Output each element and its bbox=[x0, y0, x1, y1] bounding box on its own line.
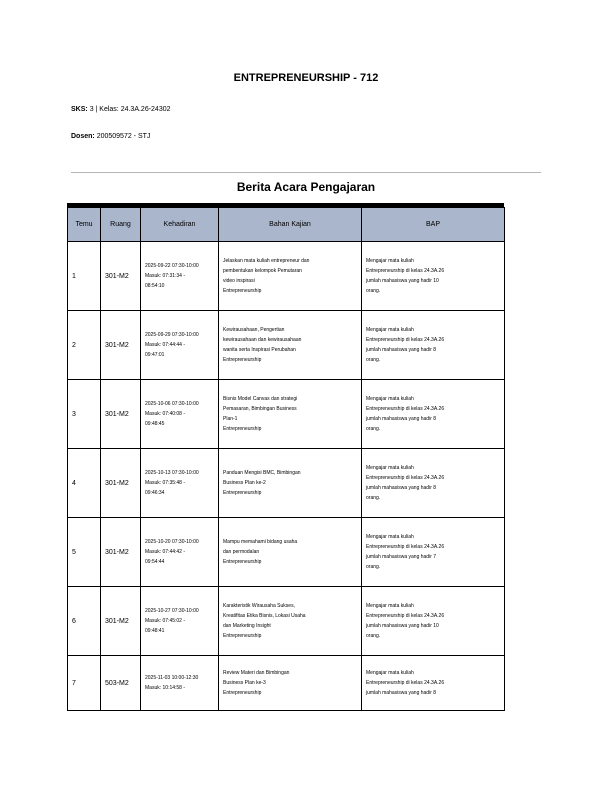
kehadiran-cell bbox=[141, 518, 219, 587]
sks-line bbox=[71, 106, 171, 113]
kehadiran-cell-line: Masuk: 07:44:44 - bbox=[145, 342, 186, 348]
bahan-kajian-cell-line: Plan-1 bbox=[223, 416, 238, 422]
bap-cell-line: Entrepreneurship di kelas 24.3A.26 bbox=[366, 406, 445, 412]
bap-cell-line: orang. bbox=[366, 633, 381, 639]
bahan-kajian-cell-line: Review Materi dan Bimbingan bbox=[223, 670, 290, 676]
table-row bbox=[68, 311, 505, 380]
temu-cell: 5 bbox=[68, 518, 101, 587]
table-row bbox=[68, 380, 505, 449]
bahan-kajian-cell bbox=[219, 242, 362, 311]
kehadiran-cell-line: 09:46:34 bbox=[145, 490, 165, 496]
dosen-label: Dosen: bbox=[71, 133, 95, 140]
kehadiran-cell-line: 08:54:10 bbox=[145, 283, 165, 289]
kehadiran-cell-line: 09:54:44 bbox=[145, 559, 165, 565]
temu-cell: 3 bbox=[68, 380, 101, 449]
teaching-log-table bbox=[67, 207, 505, 711]
bahan-kajian-cell-line: Kewirausahaan, Pengertian bbox=[223, 327, 285, 333]
bahan-kajian-cell-line: Panduan Mengisi BMC, Bimbingan bbox=[223, 470, 301, 476]
bap-cell bbox=[362, 656, 505, 711]
table-header-row bbox=[68, 208, 505, 242]
bahan-kajian-cell-line: wanita serta Inspirasi Perubahan bbox=[223, 347, 296, 353]
bap-cell-line: orang. bbox=[366, 357, 381, 363]
kehadiran-cell bbox=[141, 380, 219, 449]
kehadiran-cell-line: 09:47:01 bbox=[145, 352, 165, 358]
bap-cell-line: Entrepreneurship di kelas 24.3A.26 bbox=[366, 613, 445, 619]
bahan-kajian-cell-line: Entrepreneurship bbox=[223, 490, 262, 496]
dosen-value: 200509572 - STJ bbox=[96, 133, 151, 140]
bahan-kajian-cell-line: dan permodalan bbox=[223, 549, 260, 555]
bap-cell-line: orang. bbox=[366, 495, 381, 501]
ruang-cell: 301-M2 bbox=[101, 587, 141, 656]
table-row bbox=[68, 656, 505, 711]
bap-cell-line: orang. bbox=[366, 288, 381, 294]
bap-cell-line: Entrepreneurship di kelas 24.3A.26 bbox=[366, 268, 445, 274]
bap-cell-line: Mengajar mata kuliah bbox=[366, 603, 414, 609]
bap-cell-line: Mengajar mata kuliah bbox=[366, 396, 414, 402]
bahan-kajian-cell-line: Entrepreneurship bbox=[223, 357, 262, 363]
column-header-temu: Temu bbox=[68, 208, 101, 242]
bap-cell-line: jumlah mahasiswa yang hadir 8 bbox=[366, 690, 437, 696]
bahan-kajian-cell-line: Kreatifitas Etika Bisnis, Lokasi Usaha bbox=[223, 613, 306, 619]
temu-cell: 1 bbox=[68, 242, 101, 311]
divider bbox=[71, 172, 541, 173]
section-title: Berita Acara Pengajaran bbox=[236, 180, 376, 194]
bahan-kajian-cell bbox=[219, 380, 362, 449]
bap-cell-line: jumlah mahasiswa yang hadir 10 bbox=[366, 278, 439, 284]
sks-label: SKS: bbox=[71, 106, 88, 113]
kehadiran-cell bbox=[141, 242, 219, 311]
kehadiran-cell-line: Masuk: 07:31:34 - bbox=[145, 273, 186, 279]
table-row bbox=[68, 449, 505, 518]
bap-cell bbox=[362, 242, 505, 311]
bahan-kajian-cell-line: Entrepreneurship bbox=[223, 426, 262, 432]
bahan-kajian-cell bbox=[219, 518, 362, 587]
dosen-line bbox=[71, 133, 150, 140]
bap-cell-line: Mengajar mata kuliah bbox=[366, 670, 414, 676]
bahan-kajian-cell-line: pembentukan kelompok Pemutaran bbox=[223, 268, 302, 274]
bap-cell-line: jumlah mahasiswa yang hadir 10 bbox=[366, 623, 439, 629]
ruang-cell: 301-M2 bbox=[101, 380, 141, 449]
kehadiran-cell-line: Masuk: 07:45:02 - bbox=[145, 618, 186, 624]
kehadiran-cell-line: Masuk: 07:35:48 - bbox=[145, 480, 186, 486]
kehadiran-cell-line: Masuk: 07:44:42 - bbox=[145, 549, 186, 555]
temu-cell: 4 bbox=[68, 449, 101, 518]
table-row bbox=[68, 518, 505, 587]
kehadiran-cell-line: 2025-10-13 07:30-10:00 bbox=[145, 470, 199, 476]
table-row bbox=[68, 587, 505, 656]
bap-cell bbox=[362, 380, 505, 449]
kehadiran-cell-line: 2025-11-03 10:00-12:30 bbox=[145, 675, 199, 681]
column-header-bahan-kajian: Bahan Kajian bbox=[219, 208, 362, 242]
bap-cell bbox=[362, 449, 505, 518]
column-header-ruang: Ruang bbox=[101, 208, 141, 242]
bap-cell-line: Mengajar mata kuliah bbox=[366, 465, 414, 471]
bap-cell bbox=[362, 311, 505, 380]
column-header-bap: BAP bbox=[362, 208, 505, 242]
kehadiran-cell bbox=[141, 656, 219, 711]
ruang-cell: 301-M2 bbox=[101, 518, 141, 587]
bahan-kajian-cell-line: Mampu memahami bidang usaha bbox=[223, 539, 298, 545]
temu-cell: 6 bbox=[68, 587, 101, 656]
bahan-kajian-cell-line: kewirausahaan dan kewirausahaan bbox=[223, 337, 302, 343]
bahan-kajian-cell-line: Entrepreneurship bbox=[223, 690, 262, 696]
sks-value: 3 | Kelas: 24.3A.26-24302 bbox=[89, 106, 171, 113]
kehadiran-cell-line: 2025-10-27 07:30-10:00 bbox=[145, 608, 199, 614]
bahan-kajian-cell bbox=[219, 449, 362, 518]
column-header-kehadiran: Kehadiran bbox=[141, 208, 219, 242]
bahan-kajian-cell-line: Entrepreneurship bbox=[223, 288, 262, 294]
document-title: ENTREPRENEURSHIP - 712 bbox=[233, 72, 379, 84]
table-row bbox=[68, 242, 505, 311]
table-container bbox=[67, 203, 504, 711]
ruang-cell: 301-M2 bbox=[101, 242, 141, 311]
bahan-kajian-cell-line: Jelaskan mata kuliah entrepreneur dan bbox=[223, 258, 310, 264]
bap-cell bbox=[362, 587, 505, 656]
kehadiran-cell-line: Masuk: 07:40:08 - bbox=[145, 411, 186, 417]
kehadiran-cell-line: 2025-09-22 07:30-10:00 bbox=[145, 263, 199, 269]
bap-cell-line: orang. bbox=[366, 426, 381, 432]
bap-cell-line: Entrepreneurship di kelas 24.3A.26 bbox=[366, 337, 445, 343]
bahan-kajian-cell-line: Pemasaran, Bimbingan Business bbox=[223, 406, 297, 412]
bahan-kajian-cell bbox=[219, 587, 362, 656]
ruang-cell: 301-M2 bbox=[101, 311, 141, 380]
bap-cell-line: Mengajar mata kuliah bbox=[366, 327, 414, 333]
bap-cell-line: jumlah mahasiswa yang hadir 8 bbox=[366, 485, 437, 491]
kehadiran-cell bbox=[141, 449, 219, 518]
bahan-kajian-cell-line: video inspirasi bbox=[223, 278, 255, 284]
temu-cell: 2 bbox=[68, 311, 101, 380]
bap-cell-line: Mengajar mata kuliah bbox=[366, 258, 414, 264]
bahan-kajian-cell-line: Entrepreneurship bbox=[223, 559, 262, 565]
bap-cell-line: jumlah mahasiswa yang hadir 8 bbox=[366, 416, 437, 422]
bahan-kajian-cell bbox=[219, 656, 362, 711]
ruang-cell: 301-M2 bbox=[101, 449, 141, 518]
bap-cell-line: jumlah mahasiswa yang hadir 8 bbox=[366, 347, 437, 353]
bahan-kajian-cell-line: Business Plan ke-2 bbox=[223, 480, 266, 486]
table-body bbox=[68, 242, 505, 711]
kehadiran-cell-line: 09:48:41 bbox=[145, 628, 165, 634]
kehadiran-cell bbox=[141, 311, 219, 380]
bap-cell-line: Entrepreneurship di kelas 24.3A.26 bbox=[366, 475, 445, 481]
bahan-kajian-cell-line: Business Plan ke-3 bbox=[223, 680, 266, 686]
bap-cell-line: orang. bbox=[366, 564, 381, 570]
kehadiran-cell-line: Masuk: 10:14:58 - bbox=[145, 685, 186, 691]
bahan-kajian-cell-line: Bisnis Model Canvas dan strategi bbox=[223, 396, 298, 402]
bap-cell bbox=[362, 518, 505, 587]
bahan-kajian-cell-line: Entrepreneurship bbox=[223, 633, 262, 639]
bap-cell-line: jumlah mahasiswa yang hadir 7 bbox=[366, 554, 437, 560]
temu-cell: 7 bbox=[68, 656, 101, 711]
kehadiran-cell-line: 09:48:45 bbox=[145, 421, 165, 427]
bahan-kajian-cell-line: dan Marketing Insight bbox=[223, 623, 271, 629]
bahan-kajian-cell-line: Karakteristik Wirausaha Sukses, bbox=[223, 603, 295, 609]
kehadiran-cell-line: 2025-10-20 07:30-10:00 bbox=[145, 539, 199, 545]
bap-cell-line: Mengajar mata kuliah bbox=[366, 534, 414, 540]
kehadiran-cell-line: 2025-10-06 07:30-10:00 bbox=[145, 401, 199, 407]
kehadiran-cell-line: 2025-09-29 07:30-10:00 bbox=[145, 332, 199, 338]
bap-cell-line: Entrepreneurship di kelas 24.3A.26 bbox=[366, 680, 445, 686]
ruang-cell: 503-M2 bbox=[101, 656, 141, 711]
kehadiran-cell bbox=[141, 587, 219, 656]
bap-cell-line: Entrepreneurship di kelas 24.3A.26 bbox=[366, 544, 445, 550]
bahan-kajian-cell bbox=[219, 311, 362, 380]
